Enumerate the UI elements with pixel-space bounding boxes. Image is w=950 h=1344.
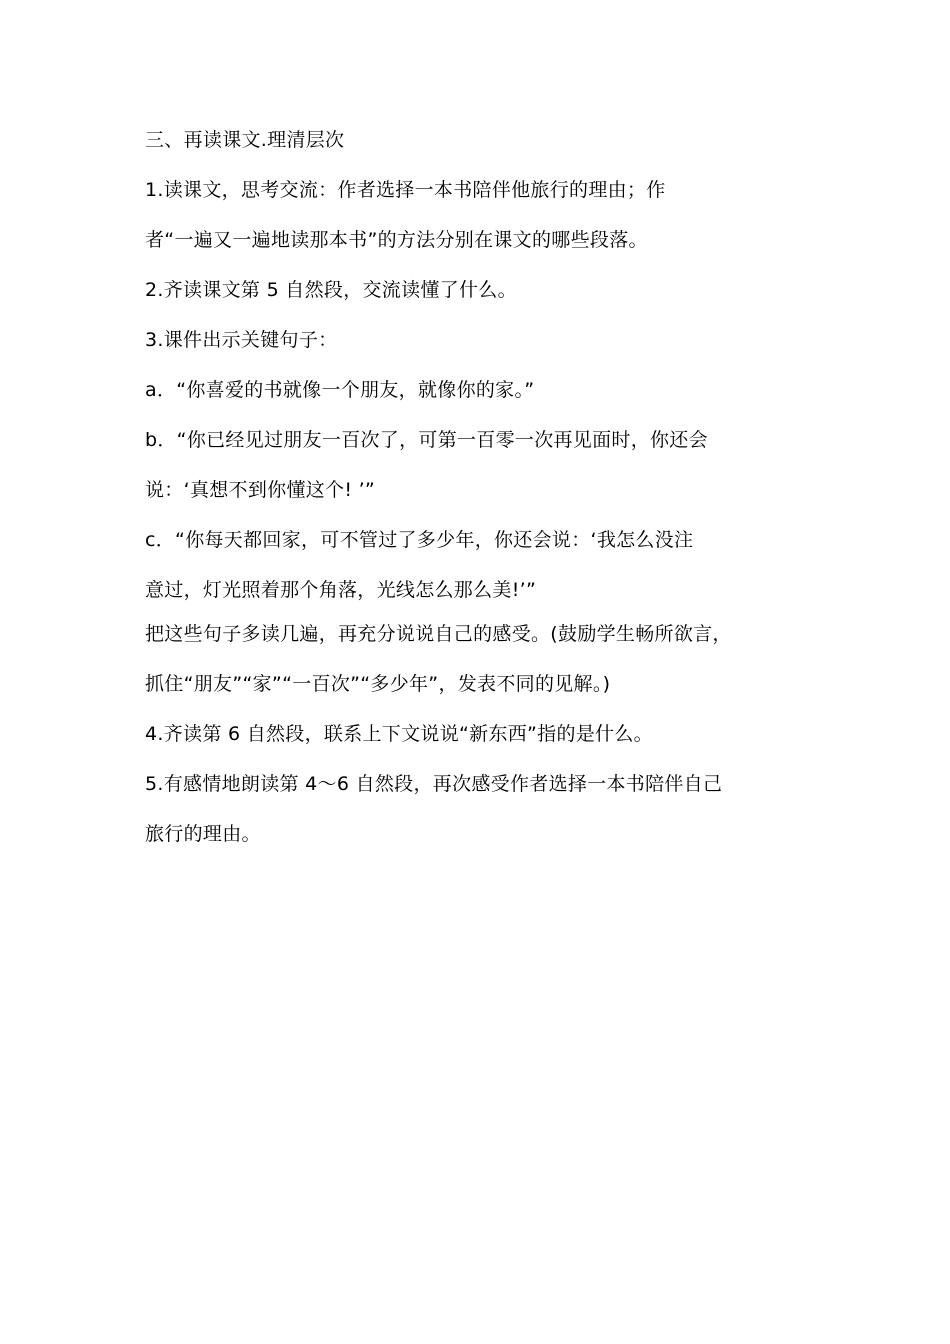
item-1-line-1: 1.读课文，思考交流：作者选择一本书陪伴他旅行的理由；作 xyxy=(145,179,666,201)
sentence-a: a．“你喜爱的书就像一个朋友，就像你的家。” xyxy=(145,379,535,401)
section-heading: 三、再读课文.理清层次 xyxy=(145,129,345,151)
item-5-line-1: 5.有感情地朗读第 4～6 自然段，再次感受作者选择一本书陪伴自己 xyxy=(145,773,723,795)
item-1-line-2: 者“一遍又一遍地读那本书”的方法分别在课文的哪些段落。 xyxy=(145,229,648,251)
sentence-c-line-2: 意过，灯光照着那个角落，光线怎么那么美!’” xyxy=(145,579,537,601)
sentence-c-line-1: c．“你每天都回家，可不管过了多少年，你还会说：‘我怎么没注 xyxy=(145,529,694,551)
note-line-1: 把这些句子多读几遍，再充分说说自己的感受。(鼓励学生畅所欲言， xyxy=(145,623,732,645)
sentence-b-line-2: 说：‘真想不到你懂这个! ’” xyxy=(145,479,376,501)
item-5-line-2: 旅行的理由。 xyxy=(145,823,261,845)
item-3: 3.课件出示关键句子： xyxy=(145,329,338,351)
item-2: 2.齐读课文第 5 自然段，交流读懂了什么。 xyxy=(145,279,517,301)
note-line-2: 抓住“朋友”“家”“一百次”“多少年”，发表不同的见解。) xyxy=(145,673,611,695)
sentence-b-line-1: b．“你已经见过朋友一百次了，可第一百零一次再见面时，你还会 xyxy=(145,429,708,451)
item-4: 4.齐读第 6 自然段，联系上下文说说“新东西”指的是什么。 xyxy=(145,723,653,745)
document-body xyxy=(145,128,835,872)
